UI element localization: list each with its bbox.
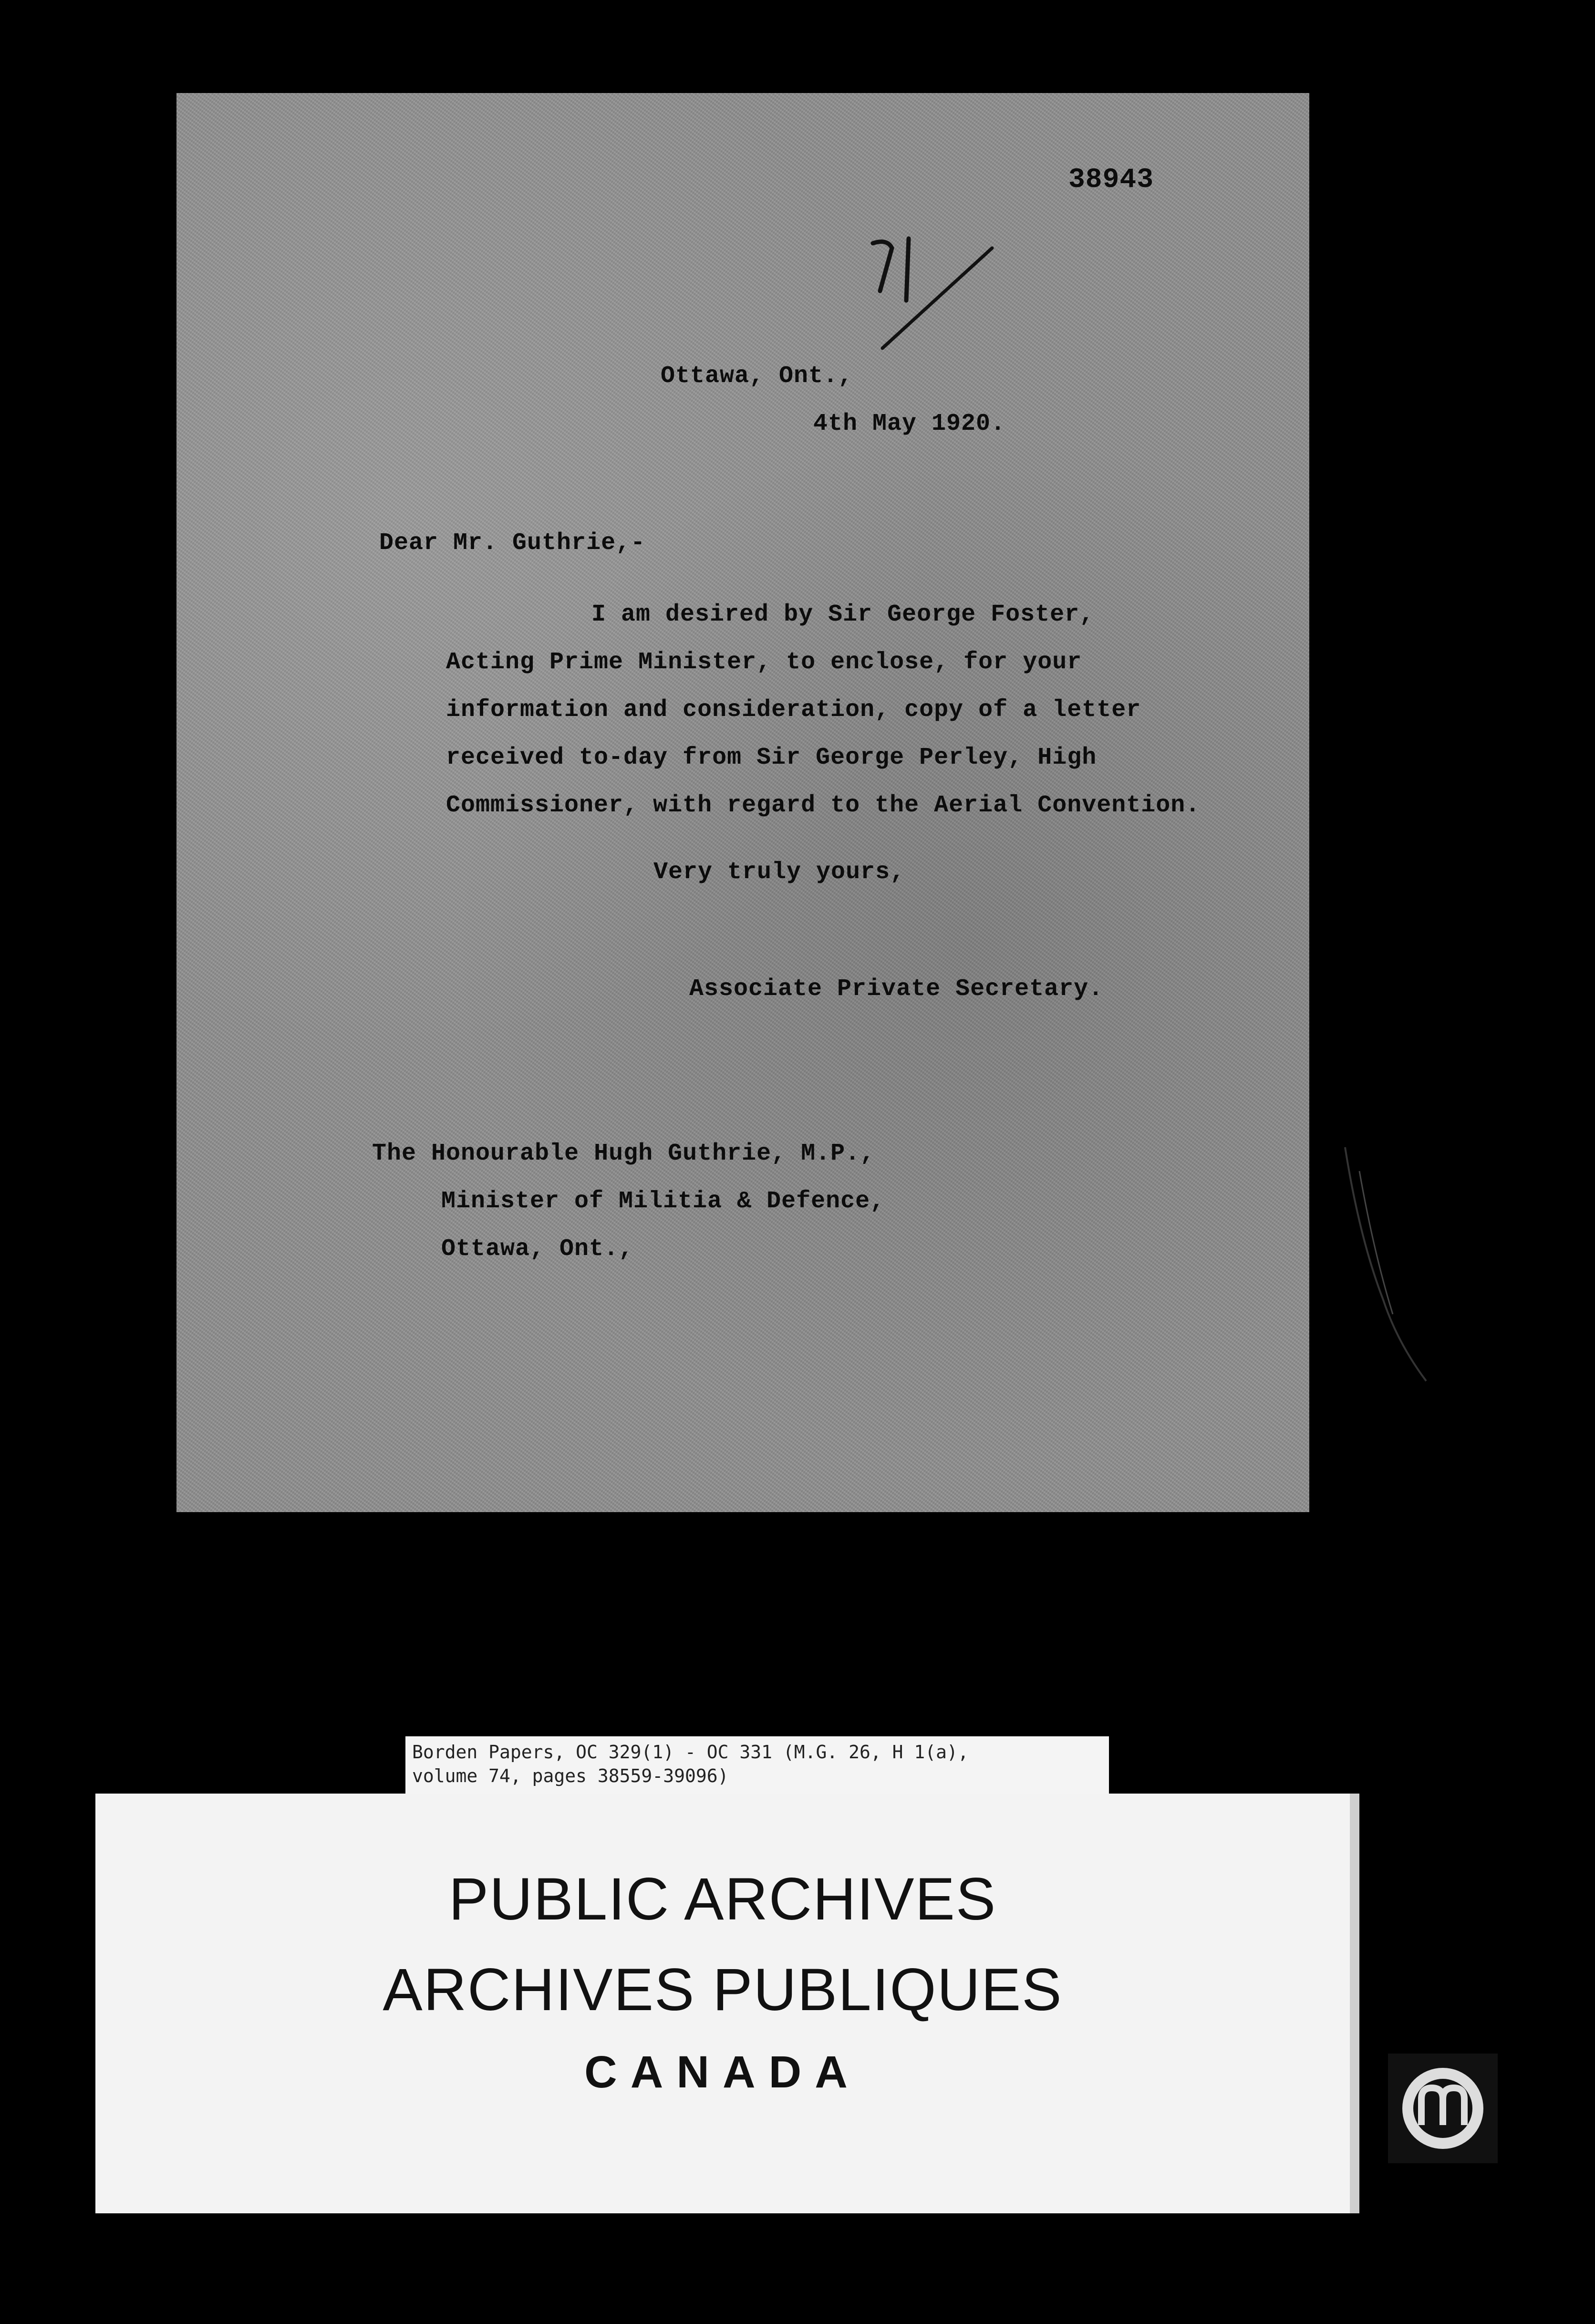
letter-date: 4th May 1920.	[813, 410, 1006, 437]
archives-card	[95, 1794, 1359, 2213]
reference-line: volume 74, pages 38559-39096)	[412, 1765, 729, 1786]
body-line: information and consideration, copy of a letter	[446, 696, 1141, 724]
body-line: received to-day from Sir George Perley, High	[446, 744, 1097, 771]
body-line: Commissioner, with regard to the Aerial Convention.	[446, 792, 1201, 819]
letter-sheet	[176, 93, 1309, 1512]
closing: Very truly yours,	[653, 859, 905, 886]
salutation: Dear Mr. Guthrie,-	[379, 529, 646, 557]
body-line: I am desired by Sir George Foster,	[591, 601, 1095, 628]
reference-label	[405, 1736, 1109, 1794]
recipient-line: The Honourable Hugh Guthrie, M.P.,	[372, 1140, 875, 1167]
handwritten-note	[868, 234, 1011, 358]
archives-title-french: ARCHIVES PUBLIQUES	[383, 1957, 1063, 2023]
recipient-line: Minister of Militia & Defence,	[441, 1188, 885, 1215]
archives-title-english: PUBLIC ARCHIVES	[448, 1866, 997, 1932]
page-number: 38943	[1068, 165, 1154, 196]
letter-place: Ottawa, Ont.,	[661, 363, 853, 390]
signature-title: Associate Private Secretary.	[689, 975, 1104, 1003]
reference-line: Borden Papers, OC 329(1) - OC 331 (M.G. 26, H 1(a),	[412, 1742, 969, 1763]
body-line: Acting Prime Minister, to enclose, for your	[446, 649, 1082, 676]
public-archives-logo-icon	[1388, 2054, 1498, 2163]
paper-scratch-marks	[1340, 1142, 1436, 1390]
archives-country: CANADA	[584, 2047, 861, 2097]
recipient-line: Ottawa, Ont.,	[441, 1235, 634, 1263]
